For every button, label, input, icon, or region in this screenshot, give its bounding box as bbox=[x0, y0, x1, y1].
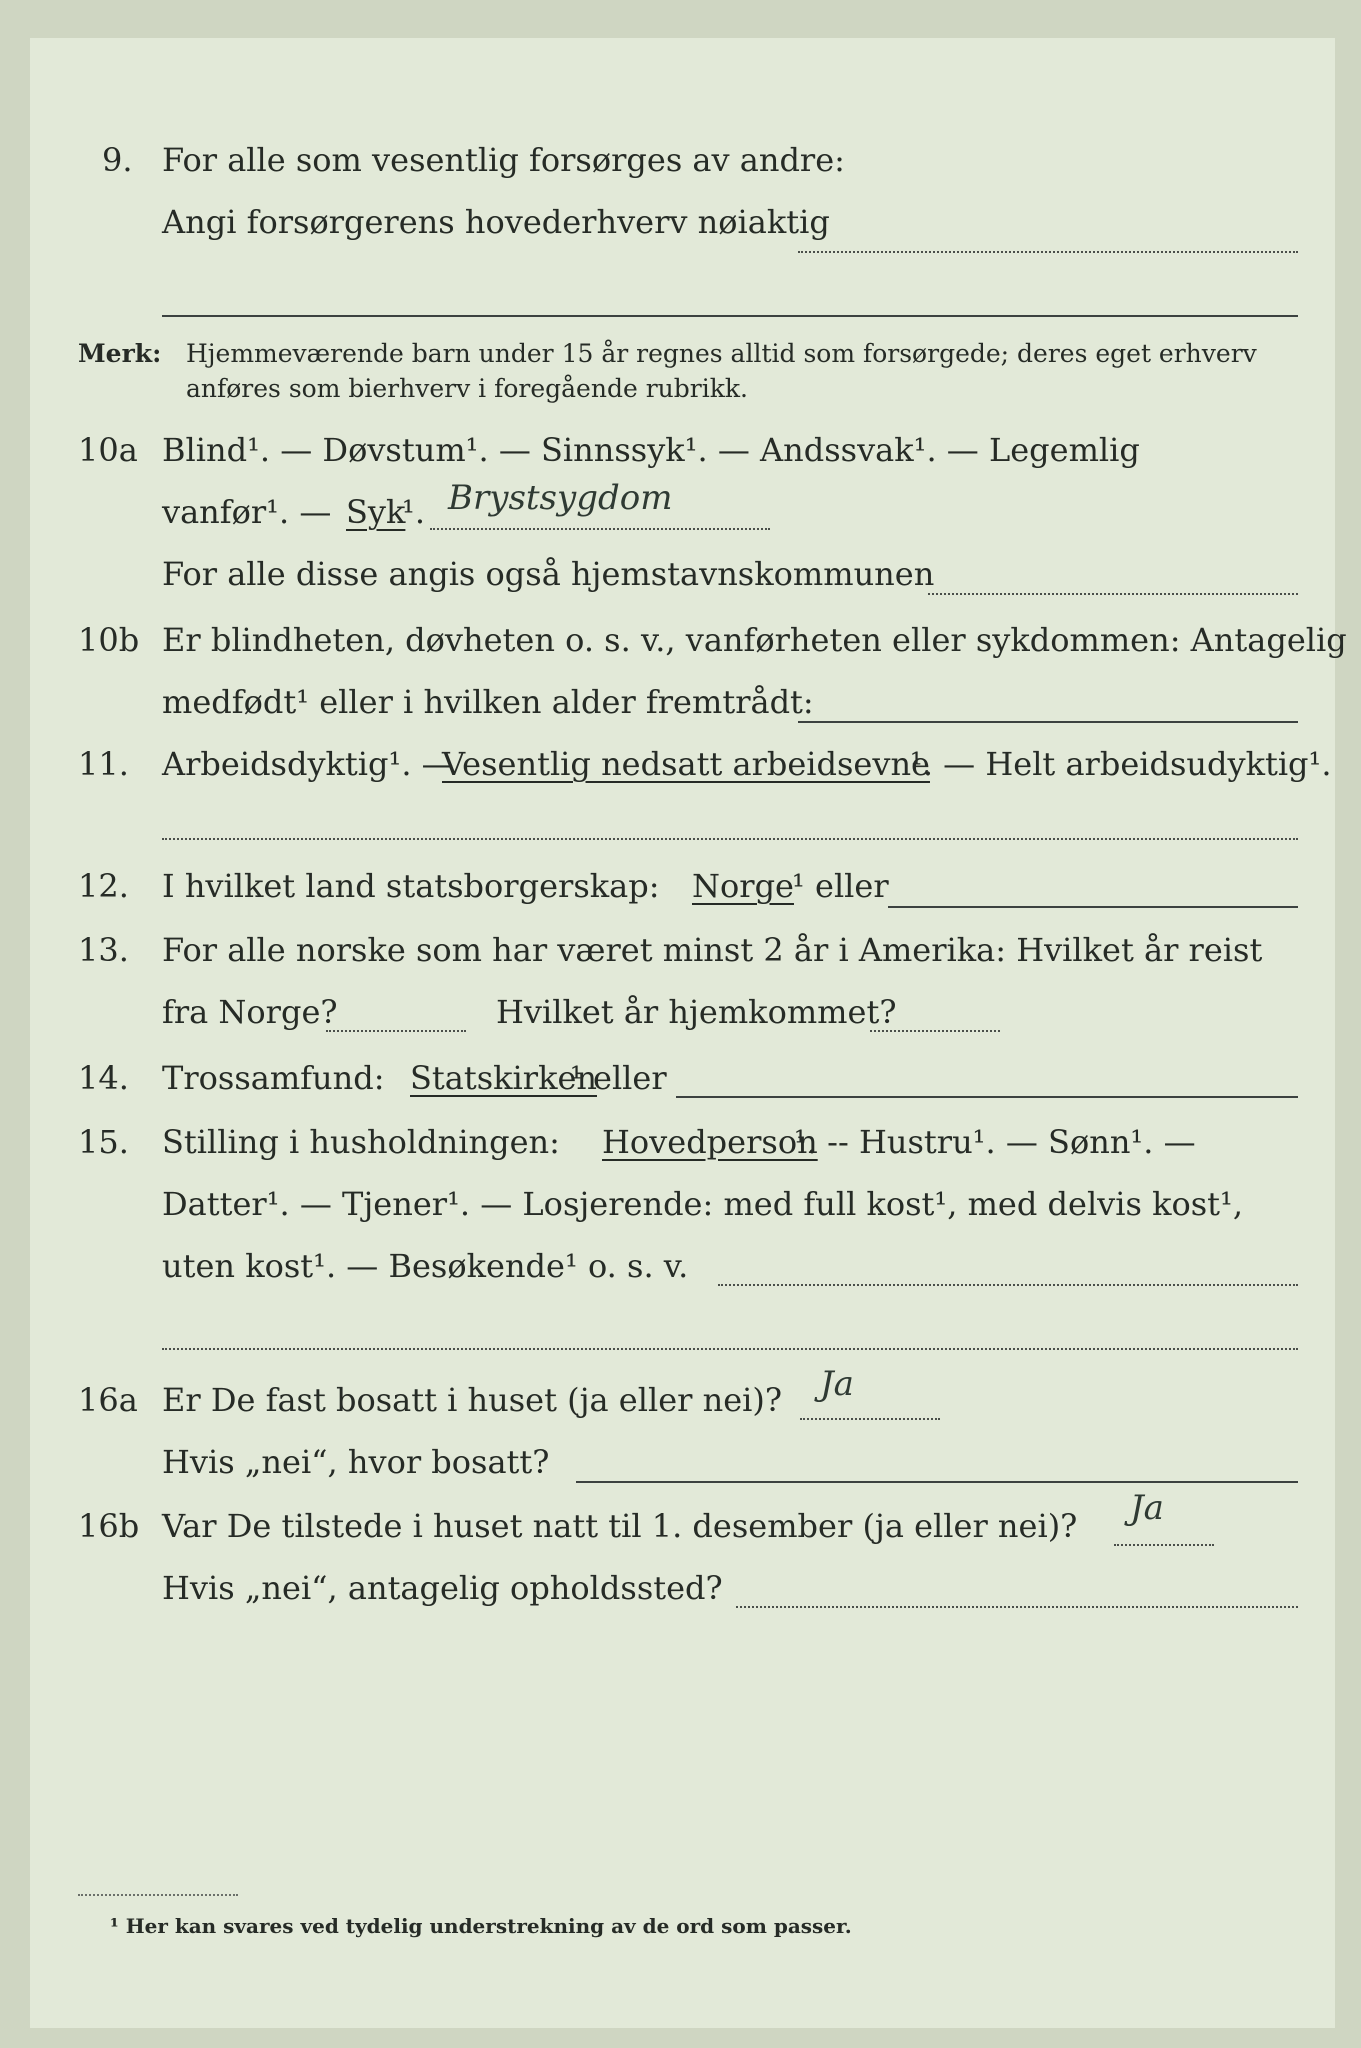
q10a-syk-sup: ¹. bbox=[402, 493, 425, 531]
q9-number: 9. bbox=[102, 141, 133, 179]
q10b-row2 bbox=[30, 678, 1330, 726]
q10a-number: 10a bbox=[78, 431, 138, 469]
q9-answer-dots[interactable] bbox=[798, 251, 1298, 253]
q15-row1 bbox=[30, 1118, 1330, 1166]
q16b-row2 bbox=[30, 1564, 1330, 1612]
q16a-handwritten-answer: Ja bbox=[820, 1364, 854, 1404]
q15-number: 15. bbox=[78, 1123, 129, 1161]
q11-text-underlined: Vesentlig nedsatt arbeidsevne bbox=[442, 745, 930, 783]
q10a-handwritten-answer: Brystsygdom bbox=[448, 478, 673, 518]
q15-text-a: Stilling i husholdningen: bbox=[162, 1123, 560, 1161]
q10a-kommune-dots[interactable] bbox=[928, 593, 1298, 595]
q11-answer-dots[interactable] bbox=[162, 838, 1298, 840]
q10b-number: 10b bbox=[78, 621, 140, 659]
q14-row bbox=[30, 1054, 1330, 1102]
q16b-text-line2: Hvis „nei“, antagelig opholdssted? bbox=[162, 1569, 723, 1607]
q13-hjemkommet-dots[interactable] bbox=[870, 1030, 1000, 1032]
q14-text-underlined: Statskirken bbox=[410, 1059, 597, 1097]
q12-answer-line[interactable] bbox=[888, 906, 1298, 908]
q10b-text-line1: Er blindheten, døvheten o. s. v., vanførheten eller sykdommen: Antagelig bbox=[162, 621, 1347, 659]
q16a-row1 bbox=[30, 1376, 1330, 1424]
q14-text-a: Trossamfund: bbox=[162, 1059, 385, 1097]
q9-answer-line[interactable] bbox=[162, 315, 1298, 317]
q10b-row1 bbox=[30, 616, 1347, 664]
q11-text-a: Arbeidsdyktig¹. — bbox=[162, 745, 454, 783]
q13-row1 bbox=[30, 926, 1330, 974]
q13-text-line1: For alle norske som har været minst 2 år i Amerika: Hvilket år reist bbox=[162, 931, 1263, 969]
q9-row1 bbox=[30, 136, 1330, 184]
q9-row2 bbox=[30, 198, 1330, 246]
merk-row2 bbox=[30, 371, 1330, 406]
merk-text-line2: anføres som bierhverv i foregående rubrikk. bbox=[186, 374, 748, 403]
q16b-handwritten-answer: Ja bbox=[1130, 1488, 1164, 1528]
q10a-text-line1: Blind¹. — Døvstum¹. — Sinnssyk¹. — Andssvak¹. — Legemlig bbox=[162, 431, 1140, 469]
q10a-row3 bbox=[30, 550, 1330, 598]
q13-text-line2a: fra Norge? bbox=[162, 993, 338, 1031]
q10a-vanfor: vanfør¹. — bbox=[162, 493, 332, 531]
q12-row bbox=[30, 862, 1330, 910]
q10b-answer-line[interactable] bbox=[798, 721, 1298, 723]
q16b-answer-dots[interactable] bbox=[1114, 1544, 1214, 1546]
q12-text-c: ¹ eller bbox=[792, 867, 889, 905]
q10a-text-line3: For alle disse angis også hjemstavnskommunen bbox=[162, 555, 935, 593]
q11-text-c: ¹. — Helt arbeidsudyktig¹. bbox=[910, 745, 1332, 783]
q15-answer-dots[interactable] bbox=[718, 1284, 1298, 1286]
q14-text-c: ¹ eller bbox=[570, 1059, 667, 1097]
q15-text-line2: Datter¹. — Tjener¹. — Losjerende: med full kost¹, med delvis kost¹, bbox=[162, 1185, 1244, 1223]
q16b-number: 16b bbox=[78, 1507, 140, 1545]
q15-row2 bbox=[30, 1180, 1330, 1228]
q15-text-c: ¹. -- Hustru¹. — Sønn¹. — bbox=[794, 1123, 1196, 1161]
q9-text-line2: Angi forsørgerens hovederhverv nøiaktig bbox=[162, 203, 830, 241]
q12-number: 12. bbox=[78, 867, 129, 905]
q15-answer-dots-2[interactable] bbox=[162, 1348, 1298, 1350]
footnote: ¹ Her kan svares ved tydelig understrekning av de ord som passer. bbox=[110, 1914, 852, 1938]
q16a-row2 bbox=[30, 1438, 1330, 1486]
q15-row3 bbox=[30, 1242, 1330, 1290]
q16a-text-line1: Er De fast bosatt i huset (ja eller nei)? bbox=[162, 1381, 783, 1419]
q16a-answer-dots[interactable] bbox=[800, 1418, 940, 1420]
census-form-page bbox=[30, 38, 1347, 2028]
q14-number: 14. bbox=[78, 1059, 129, 1097]
q16b-text-line1: Var De tilstede i huset natt til 1. desember (ja eller nei)? bbox=[162, 1507, 1078, 1545]
q13-text-line2b: Hvilket år hjemkommet? bbox=[496, 993, 897, 1031]
q16b-opholdssted-dots[interactable] bbox=[736, 1606, 1298, 1608]
q16a-bosatt-line[interactable] bbox=[576, 1481, 1298, 1483]
q12-text-a: I hvilket land statsborgerskap: bbox=[162, 867, 660, 905]
merk-row1 bbox=[30, 336, 1330, 371]
q14-answer-line[interactable] bbox=[676, 1096, 1298, 1098]
q15-text-underlined: Hovedperson bbox=[602, 1123, 818, 1161]
q10a-row1 bbox=[30, 426, 1330, 474]
q13-reist-dots[interactable] bbox=[326, 1030, 466, 1032]
q15-text-line3: uten kost¹. — Besøkende¹ o. s. v. bbox=[162, 1247, 689, 1285]
q10a-syk-underlined: Syk bbox=[346, 493, 406, 531]
merk-text-line1: Hjemmeværende barn under 15 år regnes alltid som forsørgede; deres eget erhverv bbox=[186, 339, 1257, 368]
footnote-separator bbox=[78, 1894, 238, 1896]
q10a-answer-dots[interactable] bbox=[430, 528, 770, 530]
q10b-text-line2: medfødt¹ eller i hvilken alder fremtrådt: bbox=[162, 683, 814, 721]
q11-row bbox=[30, 740, 1330, 788]
q12-text-underlined: Norge bbox=[692, 867, 794, 905]
q9-text-line1: For alle som vesentlig forsørges av andre: bbox=[162, 141, 845, 179]
q13-row2 bbox=[30, 988, 1330, 1036]
merk-label: Merk: bbox=[78, 339, 162, 368]
q11-number: 11. bbox=[78, 745, 129, 783]
q13-number: 13. bbox=[78, 931, 129, 969]
q16a-text-line2: Hvis „nei“, hvor bosatt? bbox=[162, 1443, 550, 1481]
q16a-number: 16a bbox=[78, 1381, 138, 1419]
